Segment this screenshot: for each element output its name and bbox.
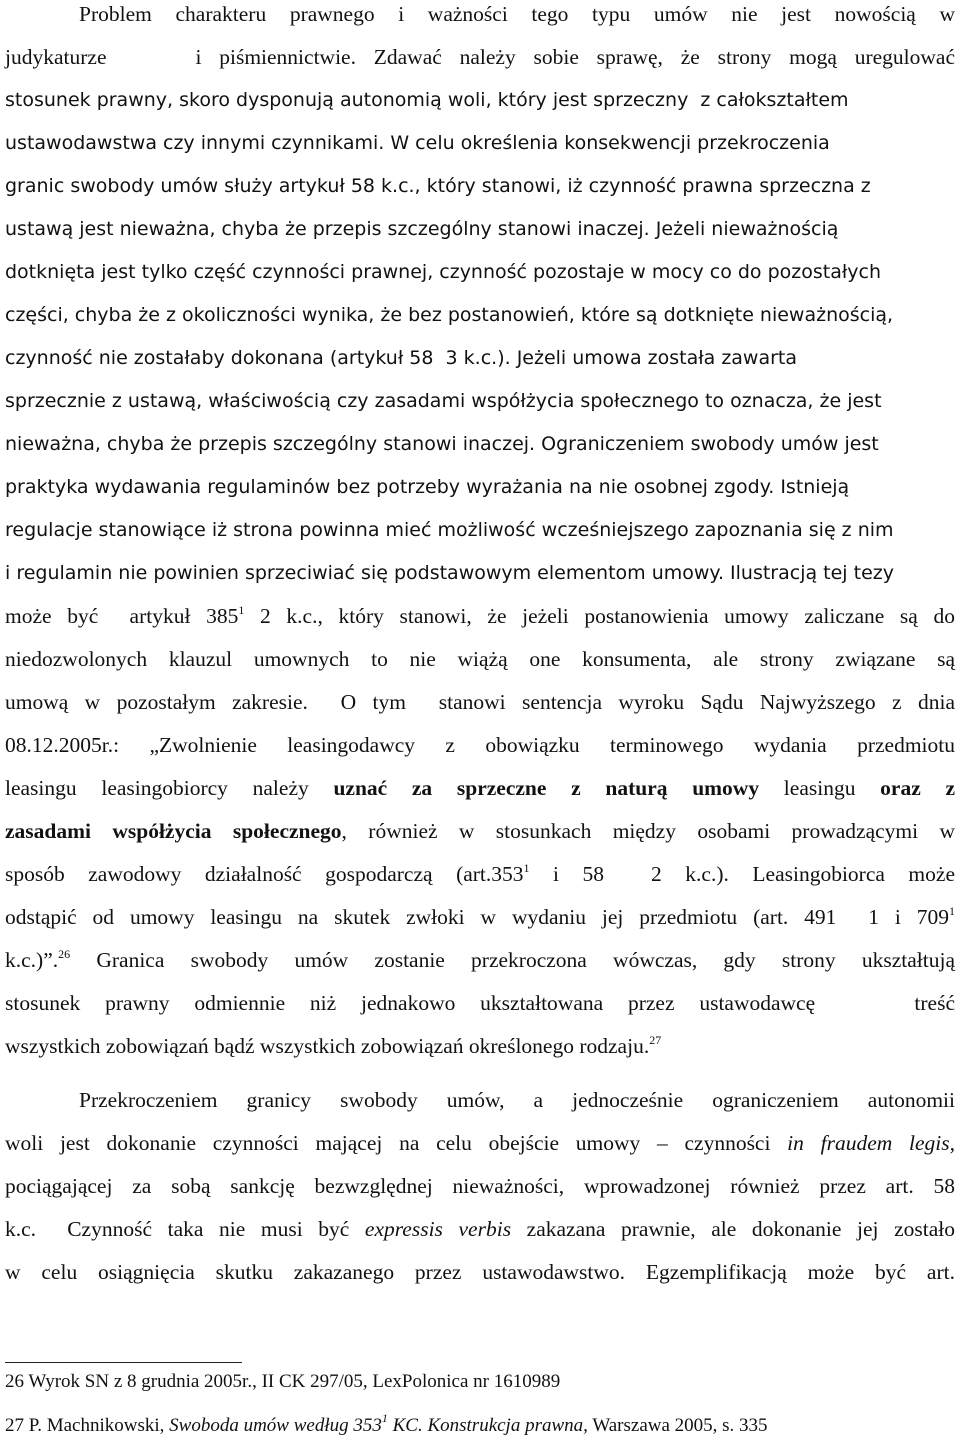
text-segment: oraz z: [880, 776, 955, 800]
text-segment: sprzecznie z ustawą, właściwością czy zasadami współżycia społecznego to oznacza, że jest: [5, 390, 882, 412]
text-segment: stosunek prawny odmiennie niż jednakowo ukształtowana przez ustawodawcę treść: [5, 991, 955, 1015]
text-segment: Swoboda umów według 353: [169, 1415, 382, 1436]
text-line: [5, 86, 955, 114]
text-segment: KC. Konstrukcja prawna,: [387, 1415, 588, 1436]
text-segment: regulacje stanowiące iż strona powinna mieć możliwość wcześniejszego zapoznania się z nim: [5, 519, 894, 541]
text-line: [5, 258, 955, 286]
text-segment: k.c. Czynność taka nie musi być: [5, 1217, 365, 1241]
text-segment: czynność nie zostałaby dokonana (artykuł 58 3 k.c.). Jeżeli umowa została zawarta: [5, 347, 798, 369]
footnote-26: [5, 1370, 560, 1394]
text-segment: zasadami współżycia społecznego: [5, 819, 342, 843]
text-segment: Przekroczeniem granicy swobody umów, a jednocześnie ograniczeniem autonomii: [79, 1088, 955, 1112]
text-line: [5, 602, 955, 630]
text-segment: 27 P. Machnikowski,: [5, 1415, 170, 1436]
text-segment: części, chyba że z okoliczności wynika, że bez postanowień, które są dotknięte nieważnością,: [5, 304, 894, 326]
text-segment: expressis verbis: [364, 1217, 512, 1241]
text-line: [5, 688, 955, 716]
text-segment: leasingu leasingobiorcy należy: [5, 776, 334, 800]
text-segment: 2 k.c., który stanowi, że jeżeli postanowienia umowy zaliczane są do: [244, 604, 955, 628]
text-segment: praktyka wydawania regulaminów bez potrzeby wyrażania na nie osobnej zgody. Istnieją: [5, 476, 850, 498]
text-line: [5, 473, 955, 501]
text-segment: uznać za sprzeczne z naturą umowy: [333, 776, 760, 800]
footnote-marker: 1: [238, 603, 245, 617]
text-segment: 08.12.2005r.: „Zwolnienie leasingodawcy z obowiązku terminowego wydania przedmiotu: [5, 733, 955, 757]
footnote-separator: [5, 1362, 242, 1363]
text-line: [5, 172, 955, 200]
text-segment: Warszawa 2005, s. 335: [587, 1415, 768, 1436]
text-line: [5, 344, 955, 372]
text-line: [5, 774, 955, 802]
text-segment: i regulamin nie powinien sprzeciwiać się podstawowym elementom umowy. Ilustracją tej tezy: [5, 562, 894, 584]
text-segment: judykaturze i piśmiennictwie. Zdawać należy sobie sprawę, że strony mogą uregulować: [5, 45, 955, 69]
footnote-marker: 27: [649, 1033, 662, 1047]
footnote-marker: 26: [58, 947, 71, 961]
text-segment: niedozwolonych klauzul umownych to nie wiążą one konsumenta, ale strony związane są: [5, 647, 955, 671]
text-line: [5, 1172, 955, 1200]
text-line: [5, 860, 955, 888]
text-segment: Problem charakteru prawnego i ważności tego typu umów nie jest nowością w: [79, 2, 955, 26]
text-segment: k.c.)”.: [5, 948, 59, 972]
text-line: [5, 731, 955, 759]
footnote-27: [5, 1411, 768, 1438]
text-line: [5, 903, 955, 931]
text-line: [5, 817, 955, 845]
text-segment: wszystkich zobowiązań bądź wszystkich zobowiązań określonego rodzaju.: [5, 1034, 650, 1058]
text-segment: sposób zawodowy działalność gospodarczą (art.353: [5, 862, 524, 886]
text-segment: może być artykuł 385: [5, 604, 239, 628]
text-segment: stosunek prawny, skoro dysponują autonomią woli, który jest sprzeczny z całokształtem: [5, 89, 849, 111]
text-segment: woli jest dokonanie czynności mającej na celu obejście umowy – czynności: [5, 1131, 788, 1155]
text-segment: zakazana prawnie, ale dokonanie jej zostało: [511, 1217, 955, 1241]
text-line: [5, 387, 955, 415]
text-line: [5, 129, 955, 157]
text-line: [5, 1129, 955, 1157]
text-line: [5, 516, 955, 544]
footnote-marker: 1: [523, 861, 530, 875]
text-segment: umową w pozostałym zakresie. O tym stanowi sentencja wyroku Sądu Najwyższego z dnia: [5, 690, 955, 714]
text-segment: i 58 2 k.c.). Leasingobiorca może: [529, 862, 955, 886]
text-segment: ustawodawstwa czy innymi czynnikami. W celu określenia konsekwencji przekroczenia: [5, 132, 830, 154]
text-line: [5, 1258, 955, 1286]
text-segment: 26 Wyrok SN z 8 grudnia 2005r., II CK 297/05, LexPolonica nr 1610989: [5, 1371, 561, 1392]
text-line: [79, 0, 955, 28]
text-segment: , również w stosunkach między osobami prowadzącymi w: [341, 819, 955, 843]
text-line: [79, 1086, 955, 1114]
text-line: [5, 215, 955, 243]
text-line: [5, 989, 955, 1017]
text-line: [5, 43, 955, 71]
text-segment: leasingu: [759, 776, 881, 800]
text-segment: Granica swobody umów zostanie przekroczona wówczas, gdy strony ukształtują: [70, 948, 955, 972]
text-line: [5, 301, 955, 329]
text-segment: in fraudem legis,: [787, 1131, 955, 1155]
text-segment: pociągającej za sobą sankcję bezwzględnej nieważności, wprowadzonej również przez art. 58: [5, 1174, 955, 1198]
footnote-marker: 1: [949, 904, 955, 918]
text-line: [5, 1215, 955, 1243]
text-segment: dotknięta jest tylko część czynności prawnej, czynność pozostaje w mocy co do pozostałych: [5, 261, 881, 283]
text-segment: granic swobody umów służy artykuł 58 k.c., który stanowi, iż czynność prawna sprzeczna z: [5, 175, 871, 197]
text-line: [5, 559, 955, 587]
text-segment: w celu osiągnięcia skutku zakazanego przez ustawodawstwo. Egzemplifikacją może być art.: [5, 1260, 955, 1284]
text-line: [5, 645, 955, 673]
text-segment: odstąpić od umowy leasingu na skutek zwłoki w wydaniu jej przedmiotu (art. 491 1 i 709: [5, 905, 949, 929]
text-segment: ustawą jest nieważna, chyba że przepis szczególny stanowi inaczej. Jeżeli nieważnością: [5, 218, 839, 240]
text-line: [5, 946, 955, 974]
footnote-marker: 1: [381, 1411, 388, 1425]
text-line: [5, 1032, 955, 1060]
text-line: [5, 430, 955, 458]
text-segment: nieważna, chyba że przepis szczególny stanowi inaczej. Ograniczeniem swobody umów jest: [5, 433, 879, 455]
